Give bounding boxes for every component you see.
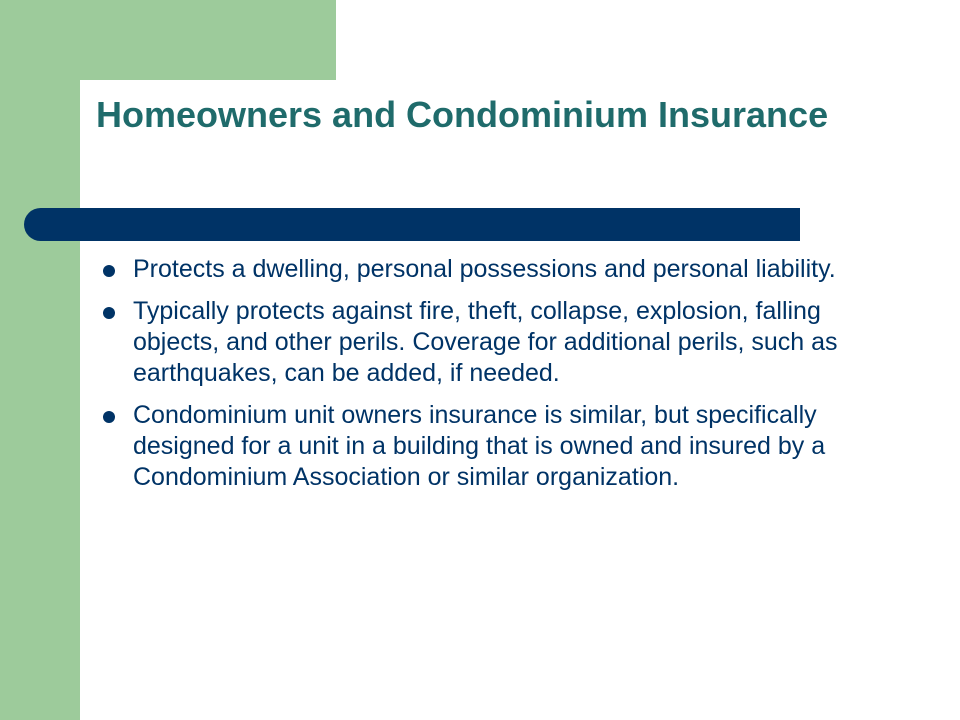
green-sidebar-decoration [0, 0, 80, 720]
green-top-decoration [0, 0, 336, 80]
bullet-text: Protects a dwelling, personal possessions and personal liability. [133, 255, 836, 283]
bullet-dot-icon [103, 307, 115, 319]
bullet-text: Typically protects against fire, theft, collapse, explosion, falling objects, and other perils. Coverage for additional perils, such as earthquakes, can be added, if needed. [133, 297, 838, 387]
bullet-list [100, 254, 880, 504]
title-divider-bar [24, 208, 800, 241]
slide-title: Homeowners and Condominium Insurance [96, 94, 829, 135]
bullet-item [100, 296, 880, 389]
bullet-dot-icon [103, 411, 115, 423]
bullet-item [100, 400, 880, 493]
bullet-text: Condominium unit owners insurance is similar, but specifically designed for a unit in a building that is owned and insured by a Condominium Association or similar organization. [133, 401, 826, 491]
bullet-dot-icon [103, 265, 115, 277]
bullet-item [100, 254, 880, 285]
